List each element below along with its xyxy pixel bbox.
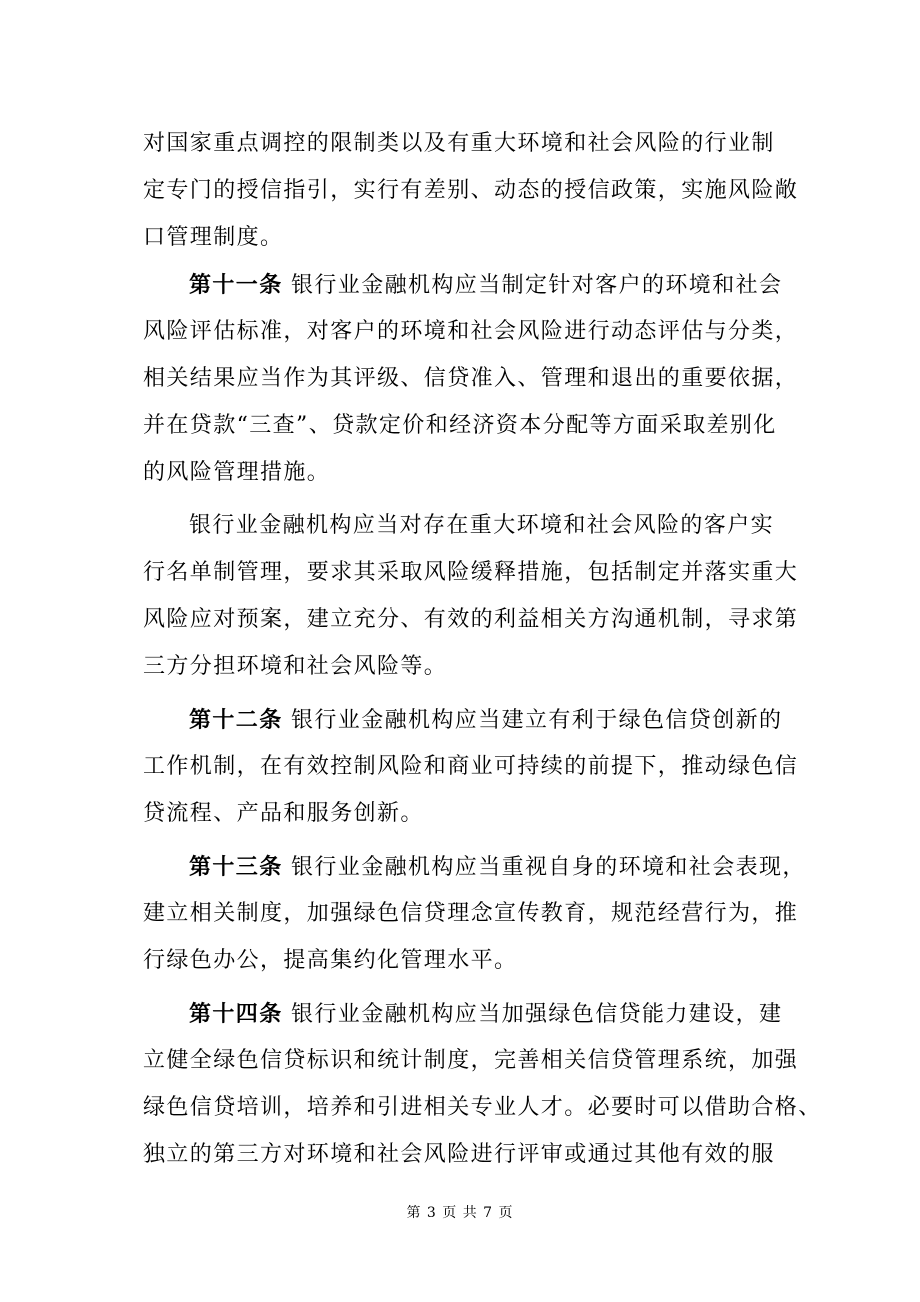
line-text: 银行业金融机构应当重视自身的环境和社会表现， bbox=[282, 855, 806, 880]
line-text: 相关结果应当作为其评级、信贷准入、管理和退出的重要依据， bbox=[143, 366, 799, 391]
line-text: 风险评估标准，对客户的环境和社会风险进行动态评估与分类， bbox=[143, 319, 799, 344]
line-text: 并在贷款“三查”、贷款定价和经济资本分配等方面采取差别化 bbox=[143, 413, 777, 438]
text-line bbox=[189, 511, 774, 541]
line-text: 三方分担环境和社会风险等。 bbox=[143, 654, 448, 679]
text-line bbox=[143, 1093, 822, 1123]
text-line bbox=[143, 1140, 775, 1170]
article-heading: 第十三条 bbox=[189, 854, 283, 880]
text-line bbox=[143, 176, 798, 206]
line-text: 银行业金融机构应当加强绿色信贷能力建设，建 bbox=[282, 1002, 783, 1027]
text-line bbox=[143, 752, 798, 782]
line-text: 的风险管理措施。 bbox=[143, 460, 331, 485]
line-text: 对国家重点调控的限制类以及有重大环境和社会风险的行业制 bbox=[143, 131, 775, 156]
article-heading: 第十二条 bbox=[189, 707, 283, 733]
text-line bbox=[143, 317, 798, 347]
line-text: 银行业金融机构应当制定针对客户的环境和社会 bbox=[282, 273, 783, 298]
line-text: 银行业金融机构应当对存在重大环境和社会风险的客户实 bbox=[189, 513, 775, 538]
line-text: 立健全绿色信贷标识和统计制度，完善相关信贷管理系统，加强 bbox=[143, 1048, 799, 1073]
line-text: 定专门的授信指引，实行有差别、动态的授信政策，实施风险敞 bbox=[143, 178, 799, 203]
line-text: 风险应对预案，建立充分、有效的利益相关方沟通机制，寻求第 bbox=[143, 607, 799, 632]
text-line bbox=[189, 270, 782, 301]
text-line bbox=[143, 1046, 798, 1076]
text-line bbox=[143, 558, 798, 588]
text-line bbox=[143, 223, 283, 253]
text-line bbox=[189, 852, 806, 883]
text-line bbox=[143, 364, 798, 394]
line-text: 行名单制管理，要求其采取风险缓释措施，包括制定并落实重大 bbox=[143, 560, 799, 585]
text-line bbox=[189, 705, 782, 736]
line-text: 建立相关制度，加强绿色信贷理念宣传教育，规范经营行为，推 bbox=[143, 901, 799, 926]
line-text: 绿色信贷培训，培养和引进相关专业人才。必要时可以借助合格、 bbox=[143, 1095, 822, 1120]
line-text: 银行业金融机构应当建立有利于绿色信贷创新的 bbox=[282, 708, 783, 733]
text-line bbox=[143, 946, 517, 976]
text-line bbox=[143, 129, 775, 159]
line-text: 口管理制度。 bbox=[143, 225, 284, 250]
article-heading: 第十四条 bbox=[189, 1001, 283, 1027]
text-line bbox=[143, 652, 447, 682]
text-line bbox=[189, 999, 782, 1030]
line-text: 贷流程、产品和服务创新。 bbox=[143, 801, 424, 826]
line-text: 行绿色办公，提高集约化管理水平。 bbox=[143, 948, 518, 973]
line-text: 工作机制，在有效控制风险和商业可持续的前提下，推动绿色信 bbox=[143, 754, 799, 779]
text-line bbox=[143, 899, 798, 929]
text-line bbox=[143, 799, 424, 829]
article-heading: 第十一条 bbox=[189, 272, 283, 298]
text-line bbox=[143, 605, 798, 635]
page-footer: 第 3 页 共 7 页 bbox=[406, 1205, 514, 1221]
text-line bbox=[143, 411, 777, 441]
line-text: 独立的第三方对环境和社会风险进行评审或通过其他有效的服 bbox=[143, 1142, 775, 1167]
text-line bbox=[143, 458, 330, 488]
